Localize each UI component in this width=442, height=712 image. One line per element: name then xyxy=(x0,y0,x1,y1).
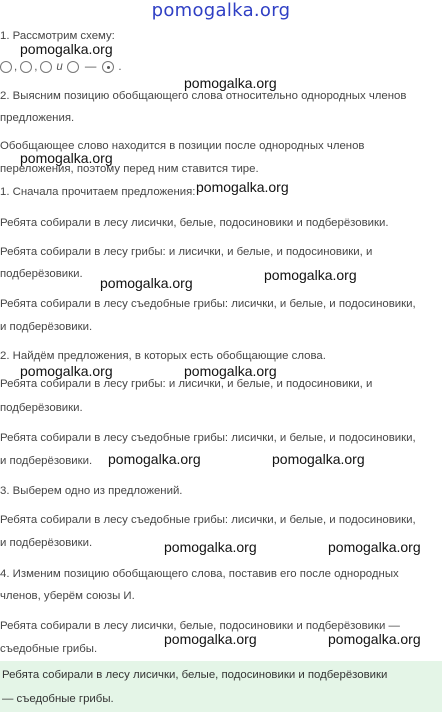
watermark: pomogalka.org xyxy=(164,539,257,555)
watermark: pomogalka.org xyxy=(184,363,277,379)
sentence-line: подберёзовики. xyxy=(0,402,83,414)
sentence-line: Ребята собирали в лесу лисички, белые, подосиновики и подберёзовики — xyxy=(0,620,400,632)
scheme-end: . xyxy=(118,61,122,73)
watermark: pomogalka.org xyxy=(196,179,289,195)
scheme-dash: — xyxy=(84,61,97,73)
text-line: членов, уберём союзы И. xyxy=(0,590,135,602)
sentence-line: и подберёзовики. xyxy=(0,455,93,467)
sentence-line: Ребята собирали в лесу лисички, белые, подосиновики и подберёзовики. xyxy=(0,217,389,229)
scheme-conj: и xyxy=(56,61,63,73)
watermark: pomogalka.org xyxy=(20,150,113,166)
sentence-line: Ребята собирали в лесу съедобные грибы: лисички, и белые, и подосиновики, xyxy=(0,432,416,444)
watermark: pomogalka.org xyxy=(20,41,113,57)
punctuation-scheme: , , и — . xyxy=(0,58,125,76)
watermark: pomogalka.org xyxy=(108,451,201,467)
step-heading: 1. Рассмотрим схему: xyxy=(0,30,115,42)
answer-box xyxy=(0,661,442,712)
sentence-line: съедобные грибы. xyxy=(0,643,98,655)
text-line: предложения. xyxy=(0,112,75,124)
sentence-line: и подберёзовики. xyxy=(0,537,93,549)
text-line: Обобщающее слово находится в позиции после однородных членов xyxy=(0,140,365,152)
text-line: переложения, поэтому перед ним ставится тире. xyxy=(0,163,259,175)
watermark: pomogalka.org xyxy=(328,631,421,647)
answer-line: Ребята собирали в лесу лисички, белые, подосиновики и подберёзовики xyxy=(2,669,388,681)
step-heading: 3. Выберем одно из предложений. xyxy=(0,485,183,497)
watermark: pomogalka.org xyxy=(164,631,257,647)
circle-icon xyxy=(20,61,32,73)
sentence-line: Ребята собирали в лесу съедобные грибы: лисички, и белые, и подосиновики, xyxy=(0,298,416,310)
sentence-line: и подберёзовики. xyxy=(0,321,93,333)
step-heading: 4. Изменим позицию обобщающего слова, поставив его после однородных xyxy=(0,568,399,580)
watermark: pomogalka.org xyxy=(100,275,193,291)
watermark: pomogalka.org xyxy=(20,363,113,379)
sentence-line: Ребята собирали в лесу грибы: и лисички, и белые, и подосиновики, и xyxy=(0,378,373,390)
generalizing-word-icon xyxy=(102,61,114,73)
step-heading: 2. Найдём предложения, в которых есть обобщающие слова. xyxy=(0,350,326,362)
watermark: pomogalka.org xyxy=(264,267,357,283)
sentence-line: подберёзовики. xyxy=(0,268,83,280)
step-heading: 1. Сначала прочитаем предложения: xyxy=(0,186,196,198)
watermark: pomogalka.org xyxy=(272,451,365,467)
circle-icon xyxy=(40,61,52,73)
site-header-logo[interactable]: pomogalka.org xyxy=(151,0,291,21)
watermark: pomogalka.org xyxy=(184,75,277,91)
answer-line: — съедобные грибы. xyxy=(2,693,114,705)
sentence-line: Ребята собирали в лесу грибы: и лисички, и белые, и подосиновики, и xyxy=(0,246,373,258)
circle-icon xyxy=(67,61,79,73)
watermark: pomogalka.org xyxy=(328,539,421,555)
step-heading: 2. Выясним позицию обобщающего слова относительно однородных членов xyxy=(0,90,407,102)
sentence-line: Ребята собирали в лесу съедобные грибы: лисички, и белые, и подосиновики, xyxy=(0,514,416,526)
circle-icon xyxy=(0,61,12,73)
